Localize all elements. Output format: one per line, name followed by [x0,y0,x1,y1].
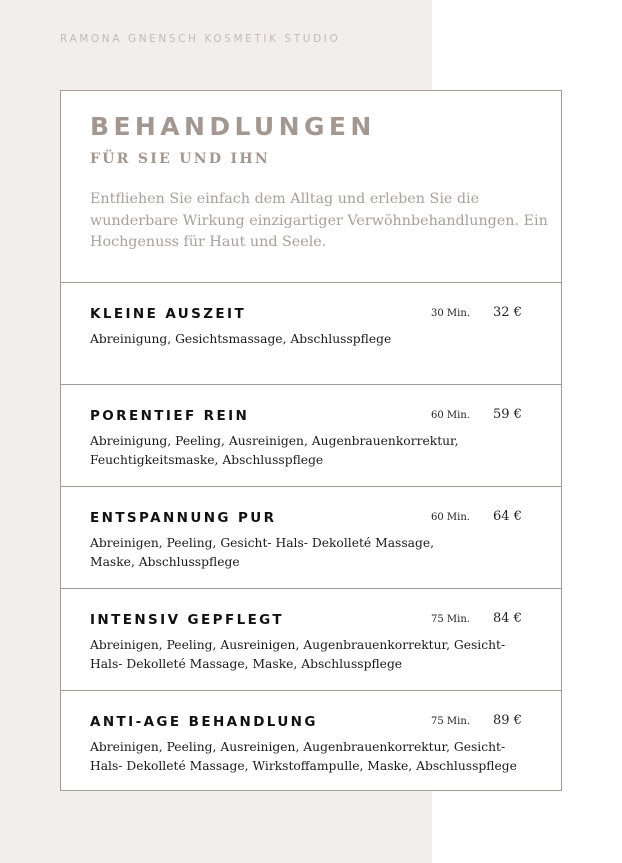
treatment-description: Abreinigung, Gesichtsmassage, Abschlusspflege [90,332,392,346]
treatment-name: ANTI-AGE BEHANDLUNG [90,714,318,730]
studio-name: RAMONA GNENSCH KOSMETIK STUDIO [60,33,341,45]
treatment-name: PORENTIEF REIN [90,408,250,424]
treatment-duration: 30 Min. [431,308,470,319]
intro-text: Entfliehen Sie einfach dem Alltag und erleben Sie die wunderbare Wirkung einzigartiger Verwöhnbehandlungen. Ein Hochgenuss für Haut und Seele. [90,191,548,250]
treatment-anti-age-behandlung [61,691,561,793]
treatment-description: Abreinigen, Peeling, Ausreinigen, Augenbrauenkorrektur, Gesicht- Hals- Dekolleté Massage, Wirkstoffampulle, Maske, Abschlusspflege [90,740,517,773]
treatment-duration: 75 Min. [431,716,470,727]
treatment-duration: 75 Min. [431,614,470,625]
treatment-description: Abreinigung, Peeling, Ausreinigen, Augenbrauenkorrektur, Feuchtigkeitsmaske, Abschlusspflege [90,434,459,467]
treatment-menu-card [60,90,562,791]
page-subtitle: FÜR SIE UND IHN [90,151,270,167]
treatment-price: 84 € [493,611,522,626]
treatment-intensiv-gepflegt [61,589,561,691]
treatment-kleine-auszeit [61,283,561,385]
treatment-description: Abreinigen, Peeling, Gesicht- Hals- Dekolleté Massage, Maske, Abschlusspflege [90,536,435,569]
treatment-price: 59 € [493,407,522,422]
treatment-name: INTENSIV GEPFLEGT [90,612,285,628]
treatment-entspannung-pur [61,487,561,589]
treatment-duration: 60 Min. [431,512,470,523]
treatment-price: 32 € [493,305,522,320]
treatment-name: ENTSPANNUNG PUR [90,510,277,526]
treatment-description: Abreinigen, Peeling, Ausreinigen, Augenbrauenkorrektur, Gesicht- Hals- Dekolleté Massage, Maske, Abschlusspflege [90,638,506,671]
treatment-price: 89 € [493,713,522,728]
treatment-porentief-rein [61,385,561,487]
treatment-price: 64 € [493,509,522,524]
treatment-duration: 60 Min. [431,410,470,421]
menu-header [61,91,561,283]
treatment-name: KLEINE AUSZEIT [90,306,247,322]
page-title: BEHANDLUNGEN [90,112,376,141]
